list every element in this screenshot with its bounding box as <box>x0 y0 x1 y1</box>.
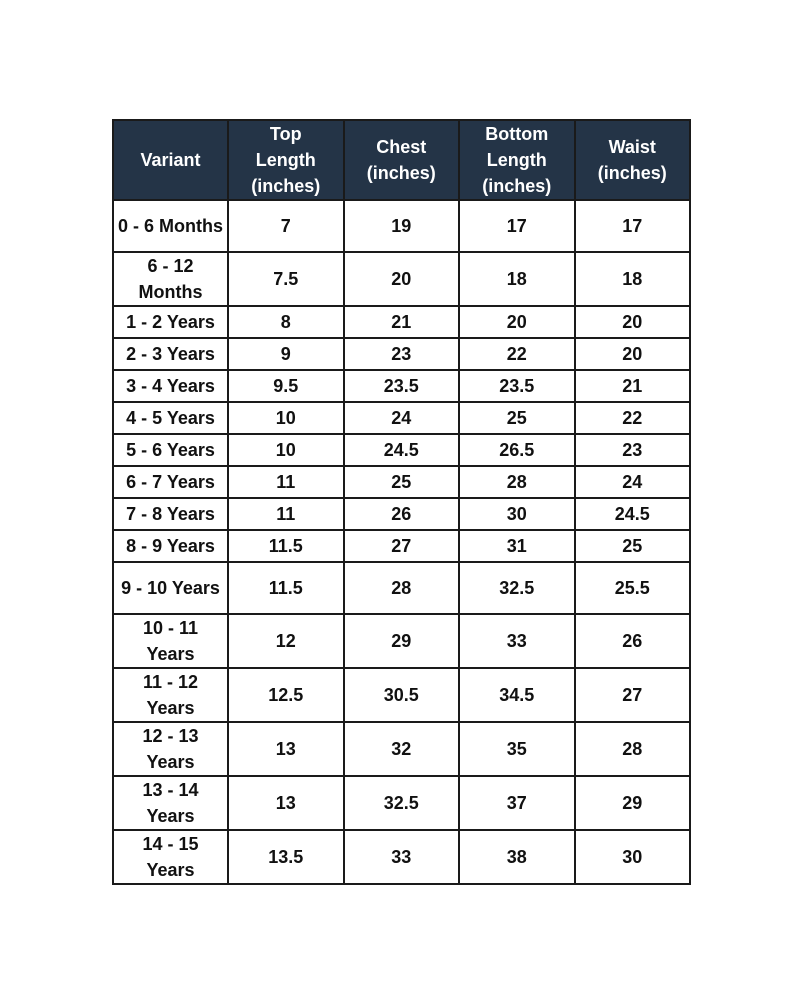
cell-variant: 3 - 4 Years <box>113 370 228 402</box>
cell-variant: 4 - 5 Years <box>113 402 228 434</box>
cell-top-length: 13 <box>228 776 344 830</box>
table-row <box>113 498 690 530</box>
table-header <box>113 120 690 200</box>
table-row <box>113 338 690 370</box>
cell-variant: 5 - 6 Years <box>113 434 228 466</box>
cell-waist: 28 <box>575 722 691 776</box>
table-row <box>113 562 690 614</box>
header-waist: Waist (inches) <box>575 120 691 200</box>
cell-chest: 24 <box>344 402 460 434</box>
cell-waist: 20 <box>575 306 691 338</box>
cell-chest: 20 <box>344 252 460 306</box>
cell-bottom-length: 30 <box>459 498 575 530</box>
cell-top-length: 9.5 <box>228 370 344 402</box>
cell-top-length: 8 <box>228 306 344 338</box>
cell-top-length: 11.5 <box>228 562 344 614</box>
cell-waist: 20 <box>575 338 691 370</box>
cell-variant: 12 - 13 Years <box>113 722 228 776</box>
table-body <box>113 200 690 884</box>
table-row <box>113 466 690 498</box>
cell-variant: 6 - 12 Months <box>113 252 228 306</box>
cell-bottom-length: 22 <box>459 338 575 370</box>
cell-waist: 23 <box>575 434 691 466</box>
cell-waist: 29 <box>575 776 691 830</box>
cell-top-length: 13 <box>228 722 344 776</box>
cell-variant: 9 - 10 Years <box>113 562 228 614</box>
cell-chest: 33 <box>344 830 460 884</box>
cell-chest: 30.5 <box>344 668 460 722</box>
header-chest: Chest (inches) <box>344 120 460 200</box>
cell-waist: 21 <box>575 370 691 402</box>
cell-waist: 25.5 <box>575 562 691 614</box>
cell-variant: 6 - 7 Years <box>113 466 228 498</box>
cell-variant: 1 - 2 Years <box>113 306 228 338</box>
cell-variant: 0 - 6 Months <box>113 200 228 252</box>
cell-variant: 13 - 14 Years <box>113 776 228 830</box>
cell-waist: 24 <box>575 466 691 498</box>
cell-bottom-length: 37 <box>459 776 575 830</box>
cell-chest: 19 <box>344 200 460 252</box>
cell-top-length: 12.5 <box>228 668 344 722</box>
cell-variant: 14 - 15 Years <box>113 830 228 884</box>
table-row <box>113 402 690 434</box>
cell-variant: 2 - 3 Years <box>113 338 228 370</box>
cell-top-length: 11.5 <box>228 530 344 562</box>
cell-bottom-length: 23.5 <box>459 370 575 402</box>
cell-top-length: 7.5 <box>228 252 344 306</box>
table-row <box>113 200 690 252</box>
cell-chest: 32 <box>344 722 460 776</box>
table-row <box>113 722 690 776</box>
cell-top-length: 9 <box>228 338 344 370</box>
cell-bottom-length: 32.5 <box>459 562 575 614</box>
cell-top-length: 13.5 <box>228 830 344 884</box>
cell-bottom-length: 18 <box>459 252 575 306</box>
cell-top-length: 7 <box>228 200 344 252</box>
cell-bottom-length: 17 <box>459 200 575 252</box>
cell-chest: 23 <box>344 338 460 370</box>
cell-top-length: 11 <box>228 466 344 498</box>
table-row <box>113 370 690 402</box>
table-row <box>113 776 690 830</box>
table-row <box>113 668 690 722</box>
cell-chest: 25 <box>344 466 460 498</box>
cell-top-length: 11 <box>228 498 344 530</box>
cell-bottom-length: 20 <box>459 306 575 338</box>
cell-variant: 10 - 11 Years <box>113 614 228 668</box>
cell-bottom-length: 38 <box>459 830 575 884</box>
table-row <box>113 434 690 466</box>
cell-bottom-length: 25 <box>459 402 575 434</box>
size-chart-table <box>112 119 691 885</box>
cell-waist: 30 <box>575 830 691 884</box>
table-row <box>113 614 690 668</box>
cell-waist: 27 <box>575 668 691 722</box>
cell-variant: 8 - 9 Years <box>113 530 228 562</box>
cell-bottom-length: 26.5 <box>459 434 575 466</box>
cell-chest: 26 <box>344 498 460 530</box>
cell-chest: 28 <box>344 562 460 614</box>
cell-chest: 27 <box>344 530 460 562</box>
cell-bottom-length: 28 <box>459 466 575 498</box>
cell-bottom-length: 33 <box>459 614 575 668</box>
table-row <box>113 830 690 884</box>
cell-top-length: 10 <box>228 402 344 434</box>
cell-waist: 17 <box>575 200 691 252</box>
cell-top-length: 10 <box>228 434 344 466</box>
cell-chest: 32.5 <box>344 776 460 830</box>
cell-waist: 26 <box>575 614 691 668</box>
cell-chest: 23.5 <box>344 370 460 402</box>
header-bottom-length: Bottom Length (inches) <box>459 120 575 200</box>
cell-waist: 25 <box>575 530 691 562</box>
cell-variant: 11 - 12 Years <box>113 668 228 722</box>
cell-bottom-length: 34.5 <box>459 668 575 722</box>
cell-waist: 24.5 <box>575 498 691 530</box>
cell-waist: 18 <box>575 252 691 306</box>
cell-chest: 21 <box>344 306 460 338</box>
header-variant: Variant <box>113 120 228 200</box>
header-top-length: Top Length (inches) <box>228 120 344 200</box>
cell-chest: 24.5 <box>344 434 460 466</box>
cell-top-length: 12 <box>228 614 344 668</box>
cell-chest: 29 <box>344 614 460 668</box>
header-row <box>113 120 690 200</box>
cell-waist: 22 <box>575 402 691 434</box>
table-row <box>113 306 690 338</box>
table-row <box>113 530 690 562</box>
cell-variant: 7 - 8 Years <box>113 498 228 530</box>
table-row <box>113 252 690 306</box>
cell-bottom-length: 31 <box>459 530 575 562</box>
cell-bottom-length: 35 <box>459 722 575 776</box>
